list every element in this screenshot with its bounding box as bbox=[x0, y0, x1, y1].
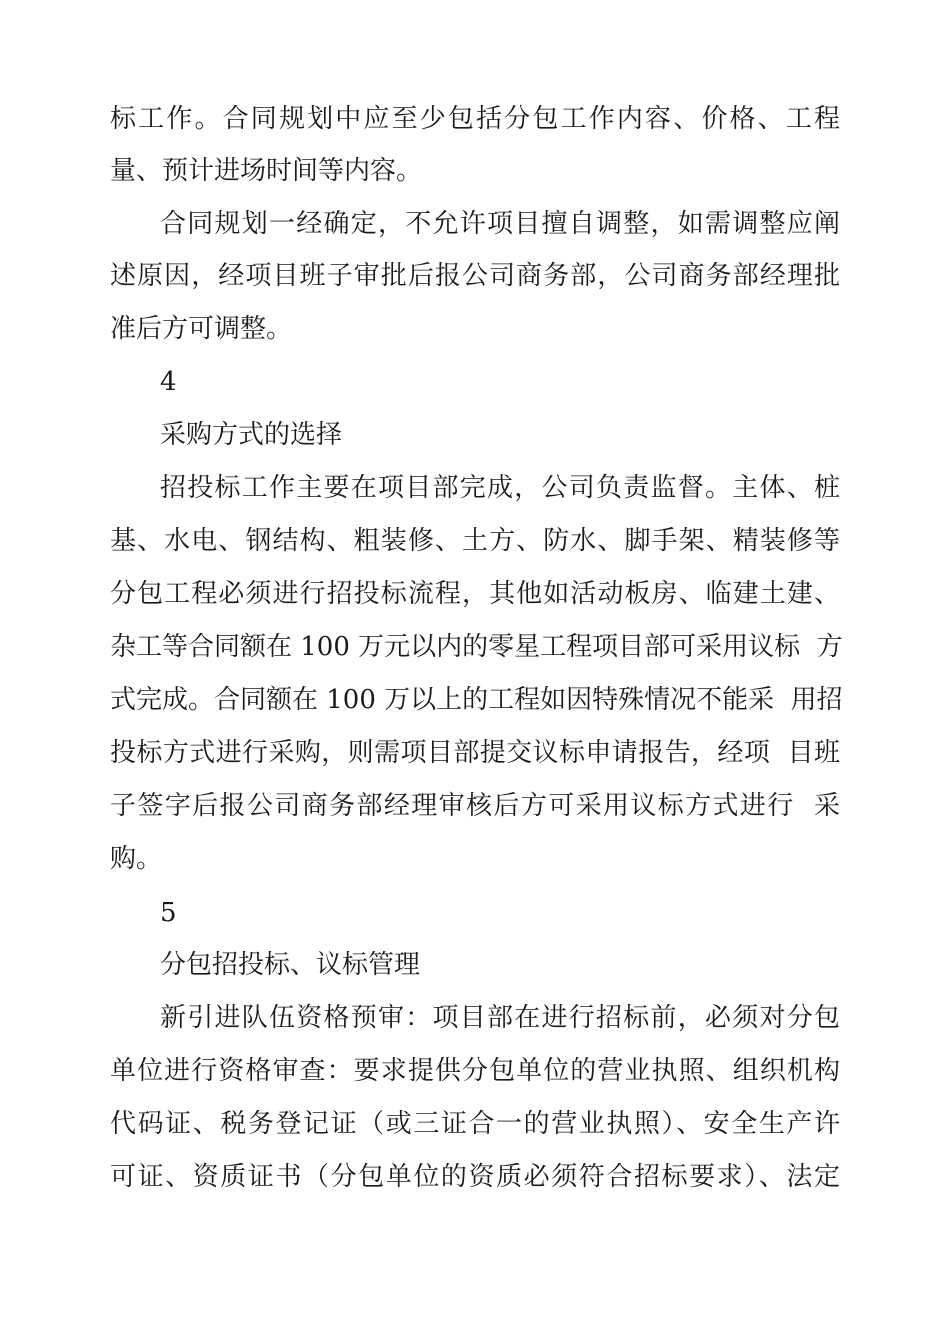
text-line-12: 子签字后报公司商务部经理审核后方可采用议标方式进行 采 bbox=[110, 791, 840, 821]
text-line-14: 新引进队伍资格预审：项目部在进行招标前，必须对分包 bbox=[160, 1003, 840, 1033]
section-number-5: 5 bbox=[160, 898, 177, 928]
text-line-10: 式完成。合同额在 100 万以上的工程如因特殊情况不能采 用招 bbox=[110, 685, 843, 715]
text-line-17: 可证、资质证书（分包单位的资质必须符合招标要求）、法定 bbox=[110, 1162, 840, 1192]
section-heading-procurement-method: 采购方式的选择 bbox=[160, 420, 343, 450]
text-line-7: 基、水电、钢结构、粗装修、土方、防水、脚手架、精装修等 bbox=[110, 526, 840, 556]
text-line-3: 合同规划一经确定，不允许项目擅自调整，如需调整应阐 bbox=[160, 209, 840, 239]
text-line-16: 代码证、税务登记证（或三证合一的营业执照）、安全生产许 bbox=[110, 1109, 840, 1139]
text-line-11: 投标方式进行采购，则需项目部提交议标申请报告，经项 目班 bbox=[110, 738, 840, 768]
text-line-13: 购。 bbox=[110, 844, 163, 874]
text-line-4: 述原因，经项目班子审批后报公司商务部，公司商务部经理批 bbox=[110, 261, 840, 291]
text-line-8: 分包工程必须进行招投标流程，其他如活动板房、临建土建、 bbox=[110, 579, 840, 609]
text-line-6: 招投标工作主要在项目部完成，公司负责监督。主体、桩 bbox=[160, 473, 840, 503]
text-line-1: 标工作。合同规划中应至少包括分包工作内容、价格、工程 bbox=[110, 104, 840, 134]
text-line-2: 量、预计进场时间等内容。 bbox=[110, 156, 423, 186]
text-line-5: 准后方可调整。 bbox=[110, 314, 293, 344]
section-number-4: 4 bbox=[160, 367, 177, 397]
text-line-15: 单位进行资格审查：要求提供分包单位的营业执照、组织机构 bbox=[110, 1056, 840, 1086]
section-heading-bidding-management: 分包招投标、议标管理 bbox=[160, 950, 421, 980]
text-line-9: 杂工等合同额在 100 万元以内的零星工程项目部可采用议标 方 bbox=[110, 632, 843, 662]
